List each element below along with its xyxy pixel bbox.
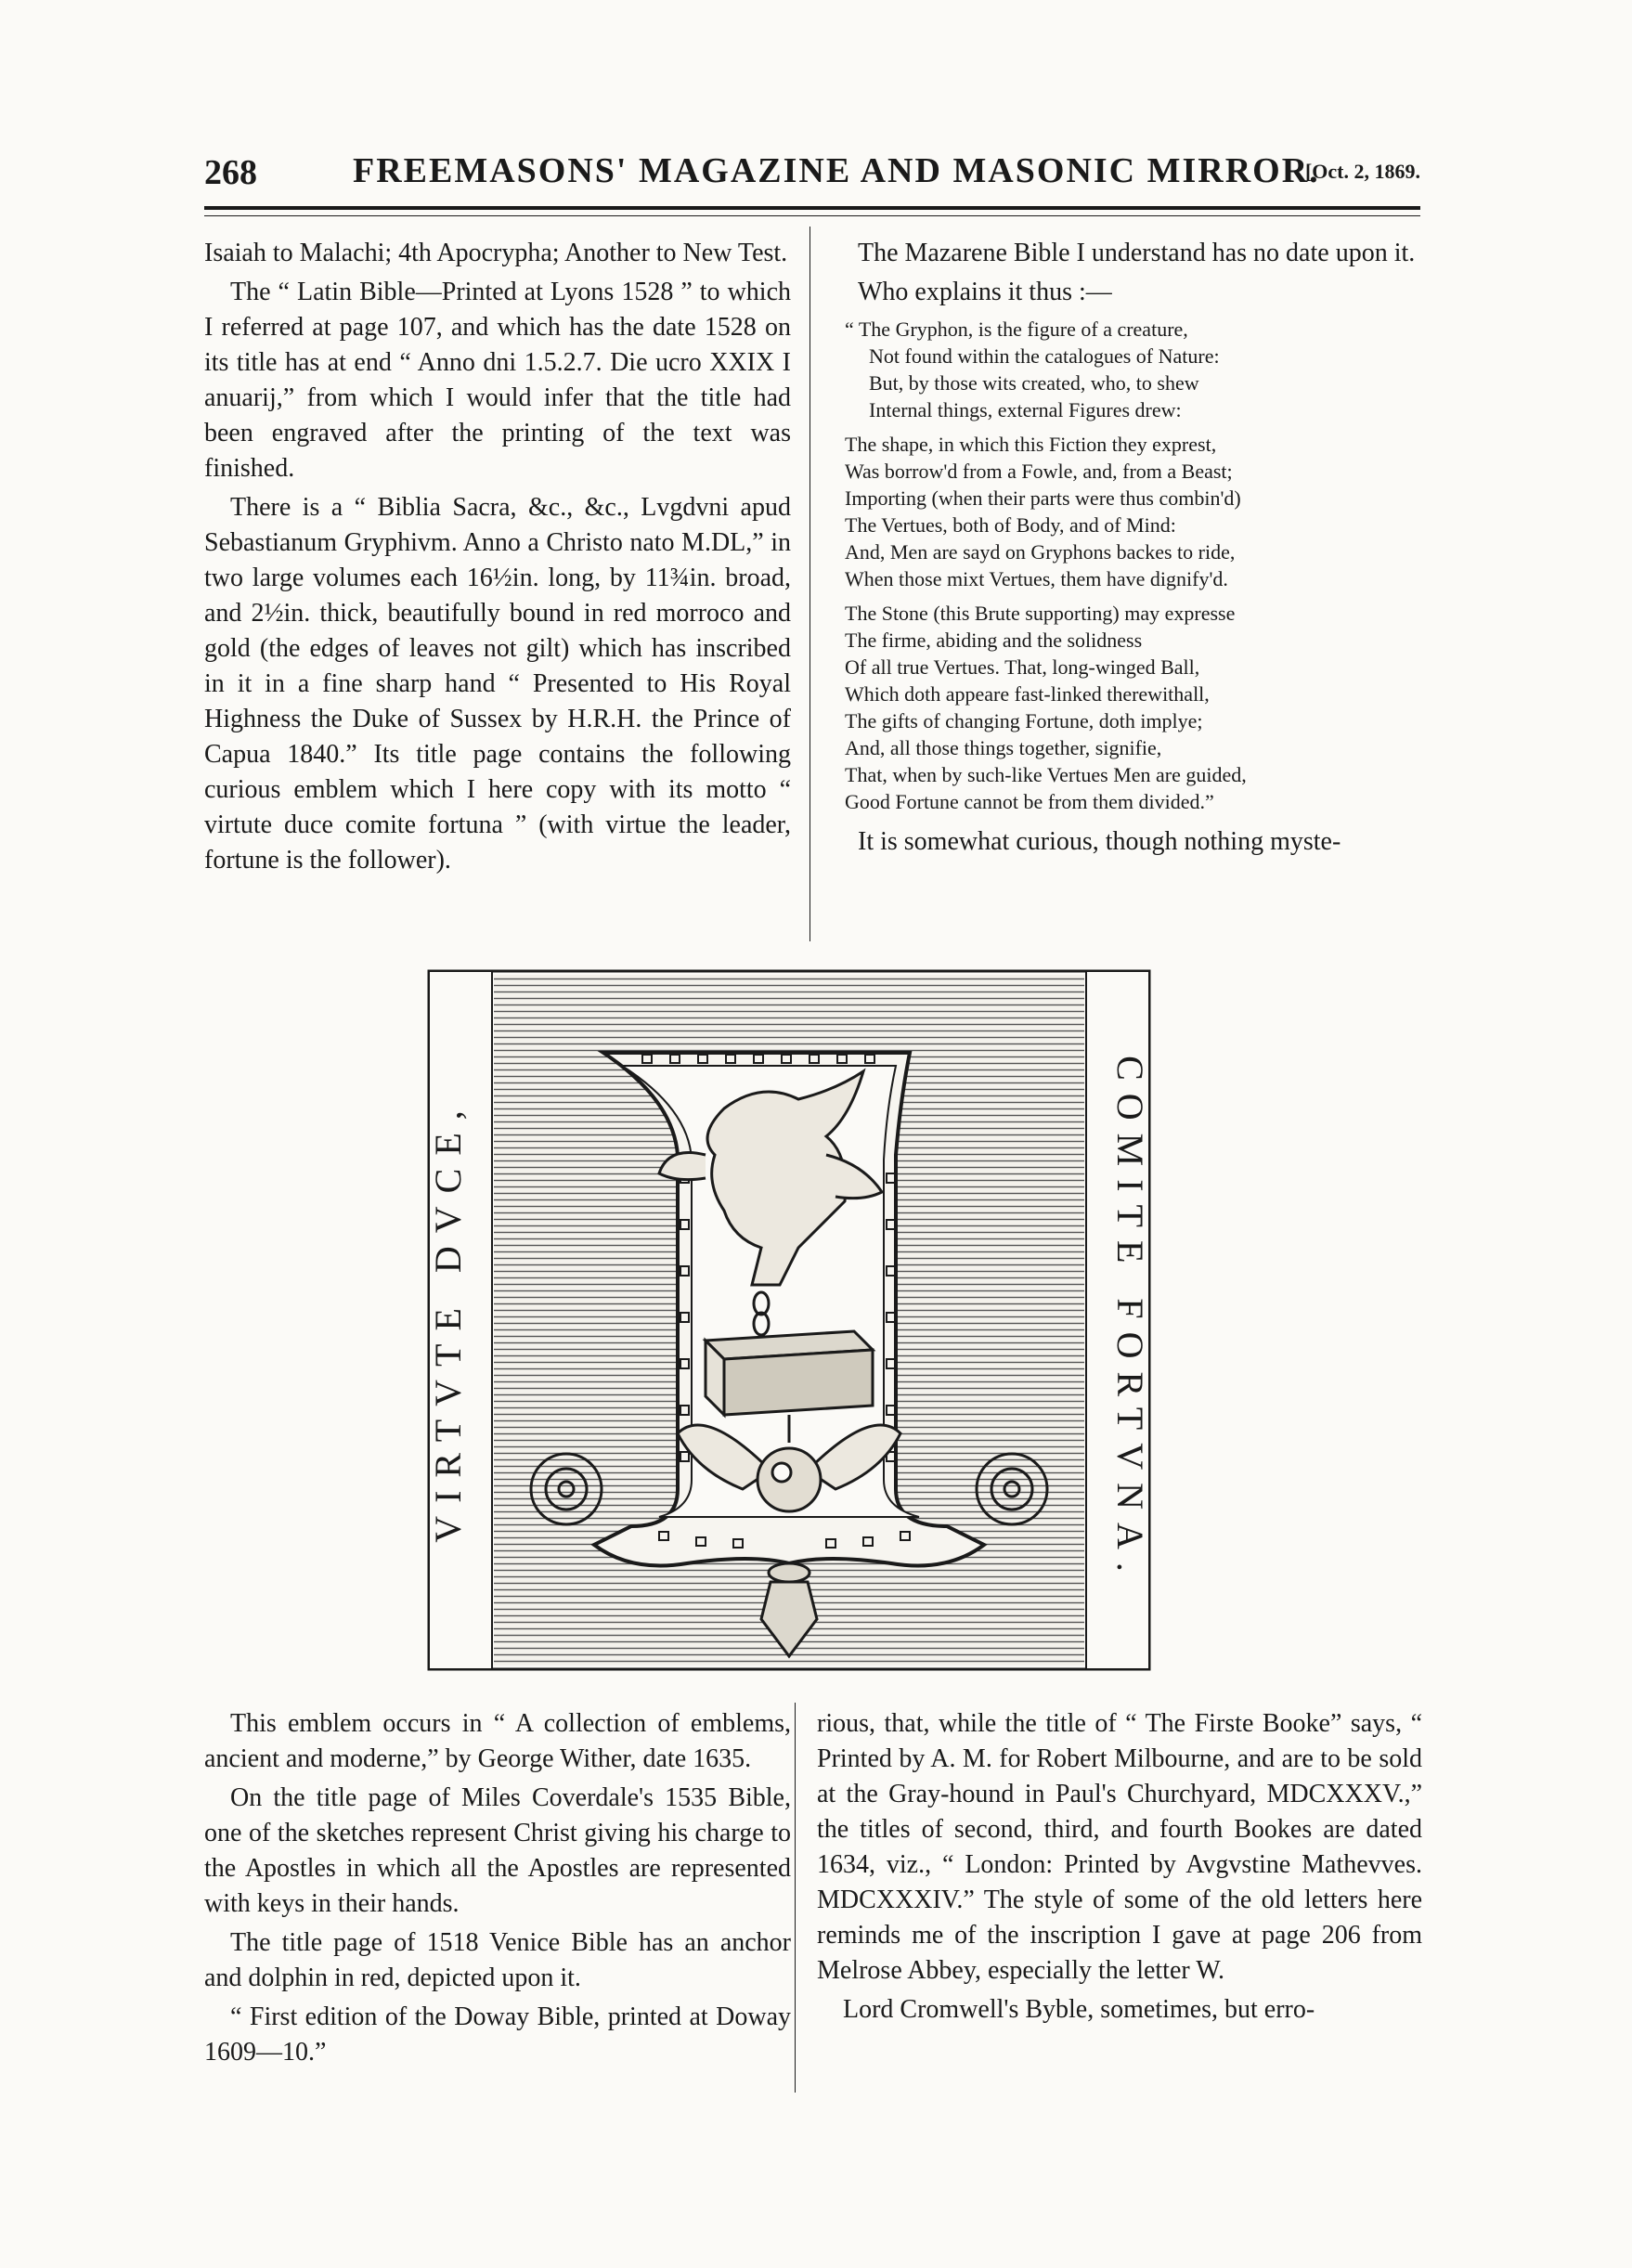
poem-line: Importing (when their parts were thus combin'd)	[845, 486, 1241, 510]
poem-line: The firme, abiding and the solidness	[845, 629, 1143, 652]
poem-line: And, all those things together, signifie,	[845, 736, 1162, 759]
header-rule-thin	[204, 215, 1420, 216]
poem-line: Was borrow'd from a Fowle, and, from a Beast;	[845, 460, 1233, 483]
poem-line: The shape, in which this Fiction they exprest,	[845, 433, 1217, 456]
column-divider-bottom	[795, 1703, 796, 2093]
poem-line: “ The Gryphon, is the figure of a creature,	[845, 318, 1188, 341]
issue-date: [Oct. 2, 1869.	[1304, 160, 1420, 183]
paragraph: rious, that, while the title of “ The Firste Booke” says, “ Printed by A. M. for Robert Milbourne, and are to be sold at the Gray-hound in Paul's Churchyard, MDCXXXV.,” the titles of second, third, and fourth Bookes are dated 1634, viz., “ London: Printed by Avgvstine Mathevves. MDCXXXIV.” The style of some of the old letters here reminds me of the inscription I gave at page 206 from Melrose Abbey, especially the letter W.	[817, 1709, 1422, 1985]
paragraph: Isaiah to Malachi; 4th Apocrypha; Another to New Test.	[204, 239, 788, 267]
paragraph: The “ Latin Bible—Printed at Lyons 1528 ” to which I referred at page 107, and which has the date 1528 on its title has at end “ Anno dni 1.5.2.7. Die ucro XXIX I anuarij,” from which I would infer that the title had been engraved after the printing of the text was finished.	[204, 278, 791, 483]
paragraph: There is a “ Biblia Sacra, &c., &c., Lvgdvni apud Sebastianum Gryphivm. Anno a Christo nato M.DL,” in two large volumes each 16½in. long, by 11¾in. broad, and 2½in. thick, beautifully bound in red morroco and gold (the edges of leaves not gilt) which has inscribed in it in a fine sharp hand “ Presented to His Royal Highness the Duke of Sussex by H.R.H. the Prince of Capua 1840.” Its title page contains the following curious emblem which I here copy with its motto “ virtute duce comite fortuna ” (with virtue the leader, fortune is the follower).	[204, 493, 791, 875]
poem-line: When those mixt Vertues, them have dignify'd.	[845, 567, 1228, 590]
poem-line: Not found within the catalogues of Nature:	[869, 344, 1220, 368]
left-column-top	[204, 236, 791, 882]
paragraph: This emblem occurs in “ A collection of emblems, ancient and moderne,” by George Wither, date 1635.	[204, 1709, 791, 1773]
paragraph: On the title page of Miles Coverdale's 1535 Bible, one of the sketches represent Christ giving his charge to the Apostles in which all the Apostles are represented with keys in their hands.	[204, 1783, 791, 1918]
poem-line: The gifts of changing Fortune, doth implye;	[845, 709, 1203, 732]
poem-line: But, by those wits created, who, to shew	[869, 371, 1199, 395]
poem-line: Good Fortune cannot be from them divided.”	[845, 790, 1214, 813]
poem-line: Of all true Vertues. That, long-winged Ball,	[845, 655, 1200, 679]
motto-left: VIRTVTE DVCE,	[427, 1097, 469, 1543]
poem-quote	[845, 316, 1422, 815]
paragraph: Who explains it thus :—	[858, 278, 1112, 306]
poem-line: That, when by such-like Vertues Men are guided,	[845, 763, 1247, 786]
poem-line: Internal things, external Figures drew:	[869, 398, 1182, 421]
poem-line: The Vertues, both of Body, and of Mind:	[845, 513, 1176, 537]
header-rule-thick	[204, 206, 1420, 210]
page-header	[204, 139, 1420, 195]
paragraph: The title page of 1518 Venice Bible has an anchor and dolphin in red, depicted upon it.	[204, 1928, 791, 1992]
running-title: FREEMASONS' MAGAZINE AND MASONIC MIRROR.	[353, 151, 1320, 190]
poem-line: And, Men are sayd on Gryphons backes to ride,	[845, 540, 1236, 564]
poem-line: The Stone (this Brute supporting) may expresse	[845, 602, 1236, 625]
motto-right: COMITE FORTVNA.	[1109, 1056, 1151, 1585]
gryphon-emblem-illustration	[427, 969, 1151, 1671]
paragraph: Lord Cromwell's Byble, sometimes, but erro-	[843, 1995, 1315, 2024]
poem-line: Which doth appeare fast-linked therewithall,	[845, 682, 1210, 706]
paragraph: “ First edition of the Doway Bible, printed at Doway 1609—10.”	[204, 2002, 791, 2067]
right-column-bottom	[817, 1706, 1422, 2031]
right-column-top	[832, 236, 1422, 863]
paragraph: It is somewhat curious, though nothing myste-	[858, 827, 1341, 856]
page-number: 268	[204, 153, 257, 192]
left-column-bottom	[204, 1706, 791, 2074]
paragraph: The Mazarene Bible I understand has no date upon it.	[858, 239, 1416, 267]
